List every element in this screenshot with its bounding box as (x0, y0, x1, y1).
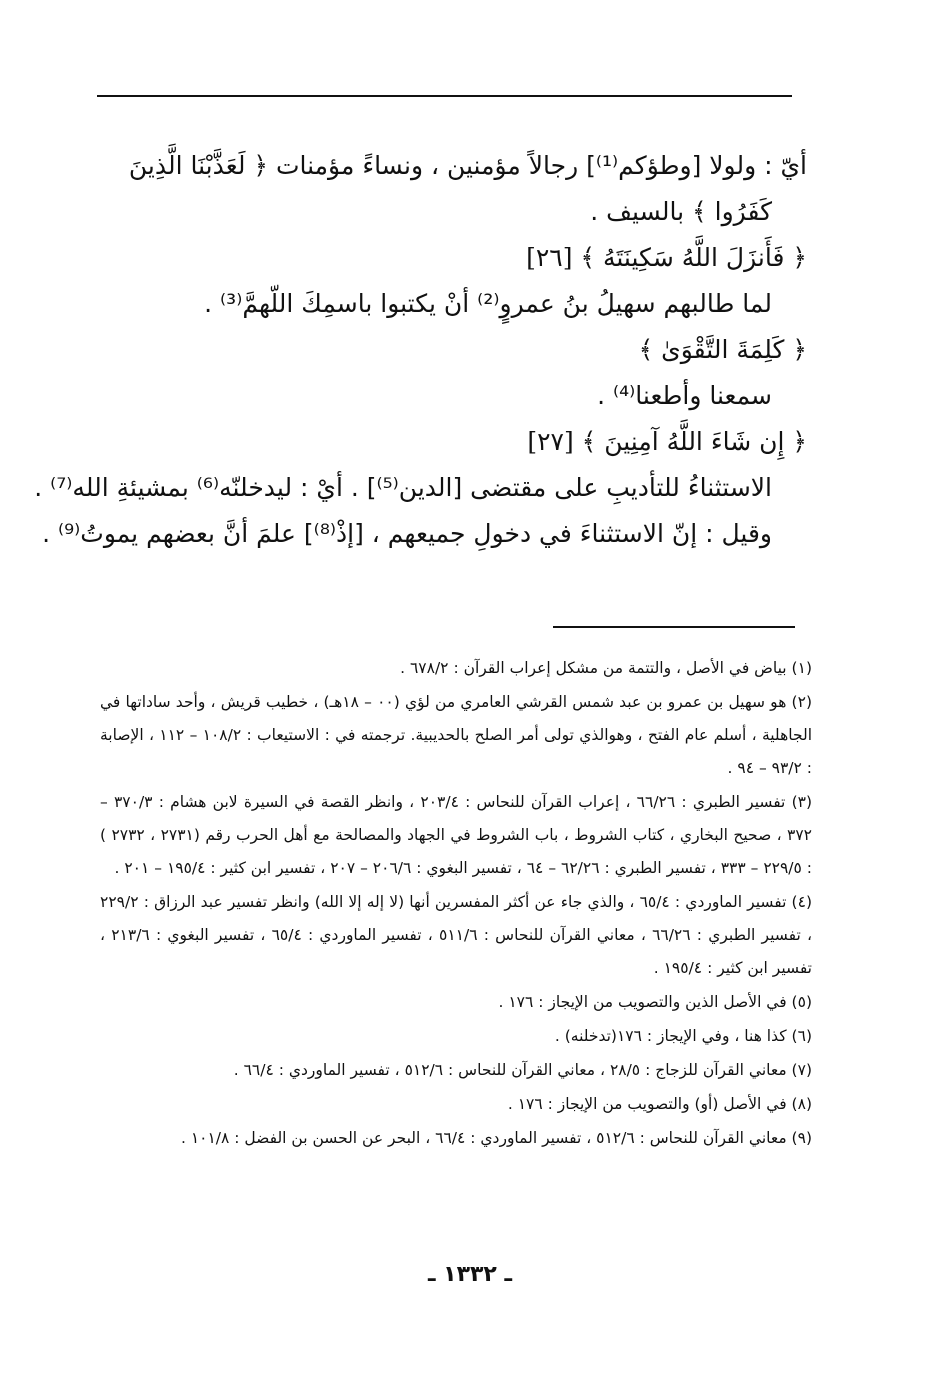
footnote-8: (٨) في الأصل (أو) والتصويب من الإيجاز : ١٧٦ . (507, 1095, 812, 1113)
footnote-4: (٤) تفسير الماوردي : ٦٥/٤ ، والذي جاء عن أكثر المفسرين أنها (لا إله إلا الله) وانظر تفسير عبد الرزاق : ٢٢٩/٢ ، تفسير الطبري : ٦٦/٢٦ ، معاني القرآن للنحاس : ٥١١/٦ ، تفسير الماوردي : ٦٥/٤ ، تفسير البغوي : ٢١٣/٦ ، تفسير ابن كثير : ١٩٥/٤ . (100, 893, 812, 977)
verse-heading-taqwa: ﴿ كَلِمَةَ التَّقْوَىٰ ﴾ (638, 335, 807, 364)
footnote-7: (٧) معاني القرآن للزجاج : ٢٨/٥ ، معاني القرآن للنحاس : ٥١٢/٦ ، تفسير الماوردي : ٦٦/٤ . (233, 1061, 812, 1079)
text-line-1: أيّ : ولولا [وطؤكم⁽¹⁾] رجالاً مؤمنين ، ونساءً مؤمنات ﴿ لَعَذَّبْنَا الَّذِينَ (128, 151, 807, 180)
text-line-qila: وقيل : إنّ الاستثناءَ في دخولِ جميعهم ، [إذْ⁽⁸⁾] علمَ أنَّ بعضهم يموتُ⁽⁹⁾ . (42, 519, 772, 548)
text-line-suhail: لما طالبهم سهيلُ بنُ عمروٍ⁽²⁾ أنْ يكتبوا باسمِكَ اللّهمَّ⁽³⁾ . (204, 289, 772, 318)
text-line-samina: سمعنا وأطعنا⁽⁴⁾ . (597, 381, 772, 410)
footnote-6: (٦) كذا هنا ، وفي الإيجاز : ١٧٦(تدخلنه) . (554, 1027, 812, 1045)
verse-heading-26: ﴿ فَأَنزَلَ اللَّهُ سَكِينَتَهُ ﴾ [٢٦] (526, 243, 807, 272)
footnote-3: (٣) تفسير الطبري : ٦٦/٢٦ ، إعراب القرآن للنحاس : ٢٠٣/٤ ، وانظر القصة في السيرة لابن هشام : ٣٧٠/٣ – ٣٧٢ ، صحيح البخاري ، كتاب الشروط ، باب الشروط في الجهاد والمصالحة مع أهل الحرب رقم (٢٧٣١ ، ٢٧٣٢ ) : ٢٢٩/٥ – ٣٣٣ ، تفسير الطبري : ٦٢/٢٦ – ٦٤ ، تفسير البغوي : ٢٠٦/٦ – ٢٠٧ ، تفسير ابن كثير : ١٩٥/٤ – ٢٠١ . (100, 793, 813, 877)
text-line-2: كَفَرُوا ﴾ بالسيف . (590, 197, 772, 226)
top-rule (97, 95, 792, 97)
footnote-1: (١) بياض في الأصل ، والتتمة من مشكل إعراب القرآن : ٦٧٨/٢ . (400, 659, 812, 677)
page-number: ـ ١٣٣٢ ـ (427, 1262, 513, 1287)
verse-heading-27: ﴿ إِن شَاءَ اللَّهُ آمِنِينَ ﴾ [٢٧] (527, 427, 807, 456)
footnote-5: (٥) في الأصل الذين والتصويب من الإيجاز : ١٧٦ . (498, 993, 812, 1011)
footnote-2: (٢) هو سهيل بن عمرو بن عبد شمس القرشي العامري من لؤي (٠٠ – ١٨هـ) ، خطيب قريش ، وأحد ساداتها في الجاهلية ، أسلم عام الفتح ، وهوالذي تولى أمر الصلح بالحديبية. ترجمته في : الاستيعاب : ١٠٨/٢ – ١١٢ ، الإصابة : ٩٣/٢ – ٩٤ . (100, 693, 812, 777)
main-text (34, 150, 807, 564)
footnote-9: (٩) معاني القرآن للنحاس : ٥١٢/٦ ، تفسير الماوردي : ٦٦/٤ ، البحر عن الحسن بن الفضل : ١٠١/٨ . (180, 1129, 812, 1147)
text-line-istithna: الاستثناءُ للتأديبِ على مقتضى [الدين⁽⁵⁾] . أيْ : ليدخلنّه⁽⁶⁾ بمشيئةِ الله⁽⁷⁾ . (34, 473, 772, 502)
footnotes (100, 652, 812, 1156)
footnote-separator (553, 626, 795, 628)
